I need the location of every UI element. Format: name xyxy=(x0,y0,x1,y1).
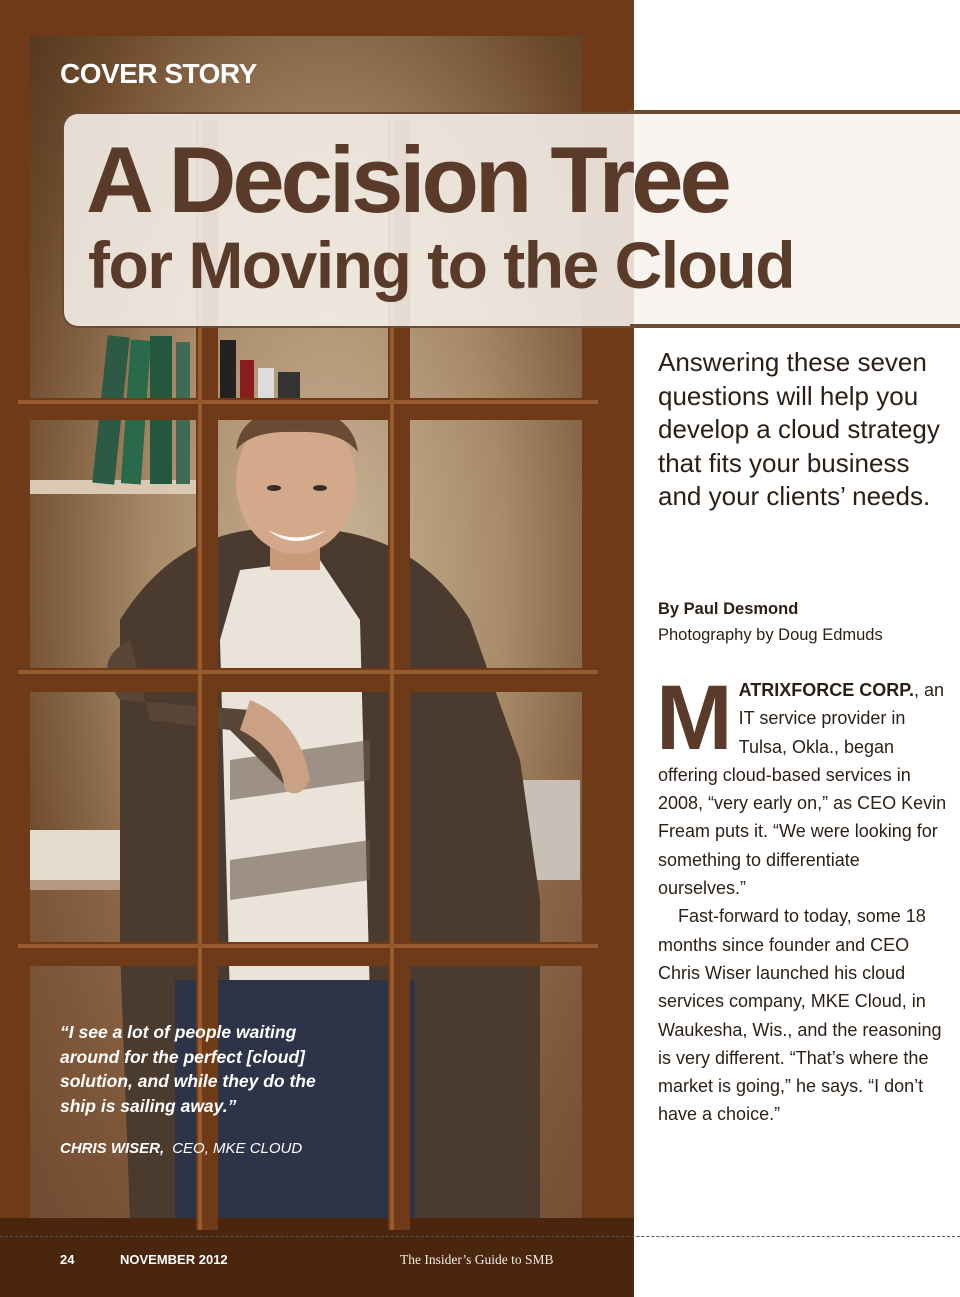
drop-cap: M xyxy=(656,667,733,769)
headline: A Decision Tree xyxy=(86,127,728,232)
headline-subtitle: for Moving to the Cloud xyxy=(88,228,795,302)
article-paragraph: Fast-forward to today, some 18 months since founder and CEO Chris Wiser launched his cloud services company, MKE Cloud, in Waukesha, Wis., and the reasoning is very different. “That’s where the market is going,” he says. “I don’t have a choice.” xyxy=(658,906,942,1125)
quote-speaker-role: CEO, MKE CLOUD xyxy=(172,1140,303,1157)
article-paragraph xyxy=(656,667,948,902)
title-bottom-rule xyxy=(630,324,960,326)
quote-attribution xyxy=(60,1140,302,1157)
paragraph-text: , an IT service provider in Tulsa, Okla., began offering cloud-based services in 2008, “very early on,” as CEO Kevin Fream puts it. “We were looking for something to differentiate ourselves.” xyxy=(658,680,947,899)
pull-quote: “I see a lot of people waiting around for the perfect [cloud] solution, and while they do the ship is sailing away.” xyxy=(60,1022,316,1116)
page-number: 24 xyxy=(60,1252,75,1267)
byline: By Paul Desmond xyxy=(658,600,799,618)
lead-caps: ATRIXFORCE CORP. xyxy=(738,680,914,700)
quote-speaker: CHRIS WISER, xyxy=(60,1140,165,1157)
publication-name: The Insider’s Guide to SMB xyxy=(400,1252,554,1267)
issue-date: NOVEMBER 2012 xyxy=(120,1252,228,1267)
section-label: COVER STORY xyxy=(60,58,257,89)
deck-text: Answering these seven questions will help you develop a cloud strategy that fits your business and your clients’ needs. xyxy=(658,347,940,511)
photo-credit: Photography by Doug Edmuds xyxy=(658,626,883,644)
footer-dashed-rule xyxy=(0,1236,960,1237)
article-body xyxy=(656,667,948,1129)
